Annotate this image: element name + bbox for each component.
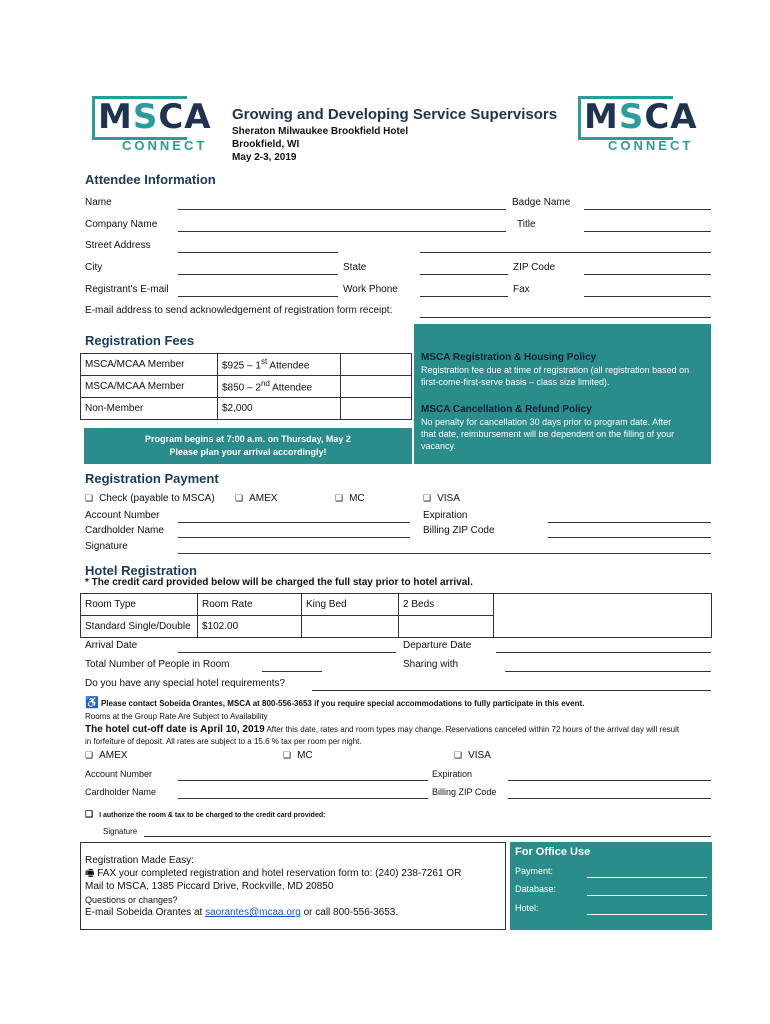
email-line: E-mail Sobeida Orantes at saorantes@mcaa.org or call 800-556-3653. xyxy=(85,907,399,918)
arrival-field[interactable] xyxy=(178,652,396,653)
fee-type: Non-Member xyxy=(81,398,218,420)
office-payment-label: Payment: xyxy=(515,866,554,876)
billing-zip-field[interactable] xyxy=(548,537,711,538)
fee-row xyxy=(81,376,412,398)
program-banner: Program begins at 7:00 a.m. on Thursday, May 2 Please plan your arrival accordingly! xyxy=(84,428,412,464)
hotel-cardholder-field[interactable] xyxy=(178,798,428,799)
msca-connect-logo-right: MSCA CONNECT xyxy=(578,96,706,152)
hotel-signature-label: Signature xyxy=(103,827,138,836)
state-label: State xyxy=(343,262,367,273)
account-field[interactable] xyxy=(178,522,410,523)
fax-line: 🖷 FAX your completed registration and hotel reservation form to: (240) 238-7261 OR xyxy=(85,868,462,879)
office-hotel-field[interactable] xyxy=(587,914,707,915)
office-use-heading: For Office Use xyxy=(515,846,591,858)
zip-label: ZIP Code xyxy=(513,262,556,273)
event-title: Growing and Developing Service Supervisors xyxy=(232,106,558,123)
city-label: City xyxy=(85,262,103,273)
fee-type: MSCA/MCAA Member xyxy=(81,376,218,398)
expiration-label: Expiration xyxy=(423,510,468,521)
ack-email-field[interactable] xyxy=(420,317,711,318)
hotel-heading: Hotel Registration xyxy=(85,563,197,578)
fax-label: Fax xyxy=(513,284,530,295)
signature-field[interactable] xyxy=(178,553,711,554)
company-label: Company Name xyxy=(85,219,158,230)
amex-option[interactable]: ❏ AMEX xyxy=(235,493,278,504)
street-field-2[interactable] xyxy=(420,252,711,253)
authorize-checkbox[interactable]: ❏ I authorize the room & tax to be charged to the credit card provided: xyxy=(85,809,326,819)
zip-field[interactable] xyxy=(584,274,711,275)
made-easy: Registration Made Easy: xyxy=(85,855,194,866)
email-label: Registrant's E-mail xyxy=(85,284,169,295)
departure-field[interactable] xyxy=(496,652,711,653)
fee-price: $2,000 xyxy=(218,398,341,420)
fee-select-box[interactable] xyxy=(341,354,412,376)
title-field[interactable] xyxy=(584,231,711,232)
cutoff-note-2: in forfeiture of deposit. All rates are subject to a 15.6 % tax per room per night. xyxy=(85,737,362,746)
mail-line: Mail to MSCA, 1385 Piccard Drive, Rockville, MD 20850 xyxy=(85,881,334,892)
people-label: Total Number of People in Room xyxy=(85,659,230,670)
work-phone-field[interactable] xyxy=(420,296,508,297)
col-two-beds: 2 Beds xyxy=(399,594,494,616)
fee-type: MSCA/MCAA Member xyxy=(81,354,218,376)
room-table xyxy=(80,593,712,638)
hotel-mc-option[interactable]: ❏ MC xyxy=(283,750,313,761)
table-row xyxy=(81,594,712,616)
venue: Sheraton Milwaukee Brookfield Hotel xyxy=(232,126,409,137)
billing-zip-label: Billing ZIP Code xyxy=(423,525,495,536)
hotel-cardholder-label: Cardholder Name xyxy=(85,787,157,797)
title-label: Title xyxy=(517,219,536,230)
room-type-value: Standard Single/Double xyxy=(81,616,198,638)
office-use-box xyxy=(510,842,712,930)
office-database-field[interactable] xyxy=(587,895,707,896)
arrival-label: Arrival Date xyxy=(85,640,138,651)
hotel-billing-zip-field[interactable] xyxy=(508,798,711,799)
two-beds-select[interactable] xyxy=(399,616,494,638)
ack-email-label: E-mail address to send acknowledgement of registration form receipt: xyxy=(85,305,393,316)
hotel-account-label: Account Number xyxy=(85,769,153,779)
col-room-type: Room Type xyxy=(81,594,198,616)
departure-label: Departure Date xyxy=(403,640,472,651)
special-field[interactable] xyxy=(312,690,711,691)
special-label: Do you have any special hotel requirements? xyxy=(85,678,286,689)
name-label: Name xyxy=(85,197,112,208)
fee-select-box[interactable] xyxy=(341,398,412,420)
fax-icon: 🖷 xyxy=(85,868,95,879)
room-notes-cell xyxy=(494,594,712,638)
sharing-field[interactable] xyxy=(505,671,711,672)
fee-select-box[interactable] xyxy=(341,376,412,398)
account-label: Account Number xyxy=(85,510,160,521)
office-database-label: Database: xyxy=(515,884,557,894)
col-room-rate: Room Rate xyxy=(198,594,302,616)
questions-line: Questions or changes? xyxy=(85,895,178,905)
office-hotel-label: Hotel: xyxy=(515,903,539,913)
hotel-signature-field[interactable] xyxy=(144,836,711,837)
people-field[interactable] xyxy=(262,671,322,672)
hotel-amex-option[interactable]: ❏ AMEX xyxy=(85,750,128,761)
cardholder-field[interactable] xyxy=(178,537,410,538)
email-field[interactable] xyxy=(178,296,338,297)
state-field[interactable] xyxy=(420,274,508,275)
hotel-account-field[interactable] xyxy=(178,780,428,781)
col-king-bed: King Bed xyxy=(302,594,399,616)
street-field[interactable] xyxy=(178,252,338,253)
work-phone-label: Work Phone xyxy=(343,284,398,295)
check-option[interactable]: ❏ Check (payable to MSCA) xyxy=(85,493,215,504)
fee-price: $925 – 1st Attendee xyxy=(218,354,341,376)
cardholder-label: Cardholder Name xyxy=(85,525,164,536)
attendee-heading: Attendee Information xyxy=(85,172,216,187)
expiration-field[interactable] xyxy=(548,522,711,523)
cutoff-note: The hotel cut-off date is April 10, 2019 After this date, rates and room types may change. Reservations canceled within 72 hours of the arrival day will result xyxy=(85,724,680,735)
fee-row xyxy=(81,398,412,420)
group-rate-note: Rooms at the Group Rate Are Subject to Availability xyxy=(85,712,268,721)
hotel-expiration-field[interactable] xyxy=(508,780,711,781)
event-dates: May 2-3, 2019 xyxy=(232,152,297,163)
city-field[interactable] xyxy=(178,274,338,275)
policy-box: MSCA Registration & Housing Policy Registration fee due at time of registration (all registration based on first-come-first-serve basis – class size limited). MSCA Cancellation & Refund Policy No penalty for cancellation 30 days prior to program date. After that date, reimbursement will be dependent on the filling of your vacancy. xyxy=(414,324,711,464)
badge-name-field[interactable] xyxy=(584,209,711,210)
signature-label: Signature xyxy=(85,541,128,552)
msca-connect-logo-left: MSCA CONNECT xyxy=(92,96,220,152)
venue-city: Brookfield, WI xyxy=(232,139,300,150)
fax-field[interactable] xyxy=(584,296,711,297)
name-field[interactable] xyxy=(178,209,506,210)
hotel-billing-zip-label: Billing ZIP Code xyxy=(432,787,497,797)
badge-name-label: Badge Name xyxy=(512,197,571,208)
fees-table xyxy=(80,353,412,420)
accessibility-note: ♿ Please contact Sobeida Orantes, MSCA at 800-556-3653 if you require special accommodations to fully participate in this event. xyxy=(85,697,585,709)
hotel-visa-option[interactable]: ❏ VISA xyxy=(454,750,491,761)
payment-heading: Registration Payment xyxy=(85,471,219,486)
office-payment-field[interactable] xyxy=(587,877,707,878)
visa-option[interactable]: ❏ VISA xyxy=(423,493,460,504)
sharing-label: Sharing with xyxy=(403,659,459,670)
wheelchair-icon: ♿ xyxy=(85,697,99,709)
fee-price: $850 – 2nd Attendee xyxy=(218,376,341,398)
street-label: Street Address xyxy=(85,240,151,251)
hotel-expiration-label: Expiration xyxy=(432,769,473,779)
fees-heading: Registration Fees xyxy=(85,333,195,348)
mc-option[interactable]: ❏ MC xyxy=(335,493,365,504)
email-link[interactable]: saorantes@mcaa.org xyxy=(205,907,301,918)
company-field[interactable] xyxy=(178,231,506,232)
hotel-note: * The credit card provided below will be charged the full stay prior to hotel arrival. xyxy=(85,577,473,588)
room-rate-value: $102.00 xyxy=(198,616,302,638)
fee-row xyxy=(81,354,412,376)
king-bed-select[interactable] xyxy=(302,616,399,638)
